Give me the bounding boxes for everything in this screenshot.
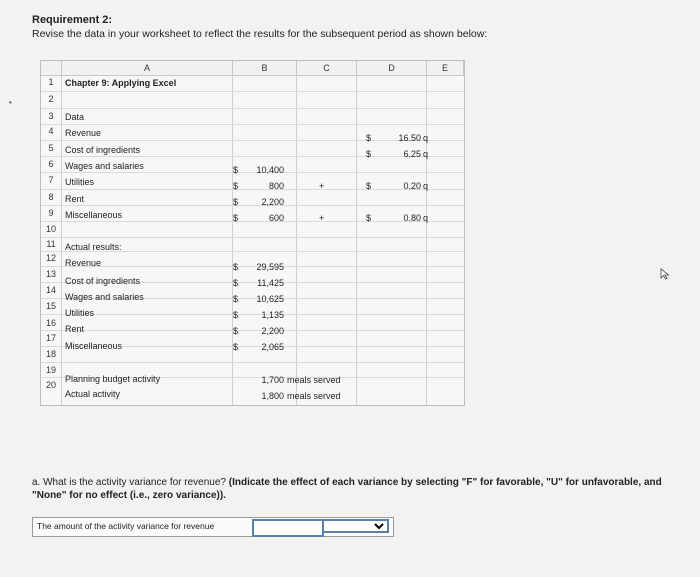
row-number: 7 <box>48 175 54 185</box>
actual-rent-label: Rent <box>65 324 85 334</box>
question-text <box>32 476 692 502</box>
unit-q: q <box>423 213 429 223</box>
corner-cell <box>41 61 62 76</box>
planning-activity-label: Planning budget activity <box>65 374 161 384</box>
actual-utilities: 1,135 <box>261 310 284 320</box>
actual-cost-label: Cost of ingredients <box>65 276 141 286</box>
row-number: 20 <box>45 380 56 390</box>
cost-per-unit: 6.25 <box>403 149 421 159</box>
revenue-per-unit: 16.50 <box>398 133 421 143</box>
row-number: 17 <box>45 333 56 343</box>
currency-sign: $ <box>366 181 372 191</box>
requirement-instruction: Revise the data in your worksheet to reflect the results for the subsequent period as shown below: <box>32 28 488 40</box>
misc-fixed: 600 <box>268 213 284 223</box>
rent-label: Rent <box>65 194 85 204</box>
row-divider <box>41 91 464 92</box>
row-number: 12 <box>45 253 56 263</box>
plus-sign: + <box>319 181 325 191</box>
misc-label: Miscellaneous <box>65 210 123 220</box>
actual-rent: 2,200 <box>261 326 284 336</box>
column-header-c: C <box>297 61 357 76</box>
cost-ingredients-label: Cost of ingredients <box>65 145 141 155</box>
sheet-title: Chapter 9: Applying Excel <box>65 78 177 88</box>
actual-cost: 11,425 <box>257 278 284 288</box>
row-number: 4 <box>48 126 54 136</box>
data-label: Data <box>65 112 85 122</box>
row-number: 3 <box>48 111 54 121</box>
wages-fixed: 10,400 <box>256 165 284 175</box>
currency-sign: $ <box>233 326 239 336</box>
meals-served-unit: meals served <box>287 391 341 401</box>
row-number: 10 <box>45 224 56 234</box>
currency-sign: $ <box>366 133 372 143</box>
utilities-per-unit: 0.20 <box>403 181 421 191</box>
actual-misc: 2,065 <box>261 342 284 352</box>
currency-sign: $ <box>233 197 239 207</box>
row-number: 18 <box>45 349 56 359</box>
revenue-label: Revenue <box>65 128 102 138</box>
row-number: 1 <box>48 77 54 87</box>
row-number: 15 <box>45 301 56 311</box>
answer-row <box>32 517 394 537</box>
currency-sign: $ <box>233 342 239 352</box>
column-header-b: B <box>233 61 297 76</box>
variance-effect-select[interactable] <box>322 519 389 533</box>
row-number: 2 <box>48 94 54 104</box>
rent-fixed: 2,200 <box>261 197 284 207</box>
meals-served-unit: meals served <box>287 375 341 385</box>
actual-wages-label: Wages and salaries <box>65 292 144 302</box>
wages-label: Wages and salaries <box>65 161 144 171</box>
row-number: 8 <box>48 192 54 202</box>
variance-amount-input[interactable] <box>252 519 324 537</box>
row-number: 6 <box>48 159 54 169</box>
row-number: 9 <box>48 208 54 218</box>
side-marker: • <box>9 98 12 107</box>
planning-activity-value: 1,700 <box>261 375 284 385</box>
unit-q: q <box>423 133 429 143</box>
utilities-fixed: 800 <box>268 181 284 191</box>
currency-sign: $ <box>233 278 239 288</box>
currency-sign: $ <box>366 213 372 223</box>
unit-q: q <box>423 181 429 191</box>
row-divider <box>41 362 464 363</box>
row-number: 13 <box>45 269 56 279</box>
currency-sign: $ <box>233 262 239 272</box>
column-header-d: D <box>357 61 427 76</box>
requirement-title: Requirement 2: <box>32 14 113 26</box>
spreadsheet <box>40 60 465 406</box>
actual-results-label: Actual results: <box>65 242 122 252</box>
answer-label: The amount of the activity variance for revenue <box>37 521 215 531</box>
actual-utilities-label: Utilities <box>65 308 95 318</box>
currency-sign: $ <box>233 294 239 304</box>
utilities-label: Utilities <box>65 177 95 187</box>
mouse-cursor-icon <box>660 268 670 280</box>
currency-sign: $ <box>233 165 239 175</box>
row-number: 19 <box>45 365 56 375</box>
plus-sign: + <box>319 213 325 223</box>
actual-revenue-label: Revenue <box>65 258 102 268</box>
currency-sign: $ <box>366 149 372 159</box>
question-instruction: (Indicate the effect of each variance by selecting "F" for favorable, "U" for unfavorable, and "None" for no effect (i.e., zero variance)). <box>32 477 662 501</box>
currency-sign: $ <box>233 310 239 320</box>
row-divider <box>41 108 464 109</box>
misc-per-unit: 0.80 <box>403 213 421 223</box>
actual-wages: 10,625 <box>256 294 284 304</box>
actual-revenue: 29,595 <box>256 262 284 272</box>
actual-misc-label: Miscellaneous <box>65 341 123 351</box>
actual-activity-label: Actual activity <box>65 389 121 399</box>
actual-activity-value: 1,800 <box>261 391 284 401</box>
row-number: 16 <box>45 318 56 328</box>
row-number: 14 <box>45 285 56 295</box>
row-divider <box>41 237 464 238</box>
row-divider <box>41 124 464 125</box>
currency-sign: $ <box>233 181 239 191</box>
row-number: 11 <box>46 239 56 249</box>
question-main: a. What is the activity variance for revenue? <box>32 477 226 488</box>
currency-sign: $ <box>233 213 239 223</box>
row-number: 5 <box>48 143 54 153</box>
column-header-e: E <box>427 61 464 76</box>
column-header-a: A <box>62 61 233 76</box>
unit-q: q <box>423 149 429 159</box>
